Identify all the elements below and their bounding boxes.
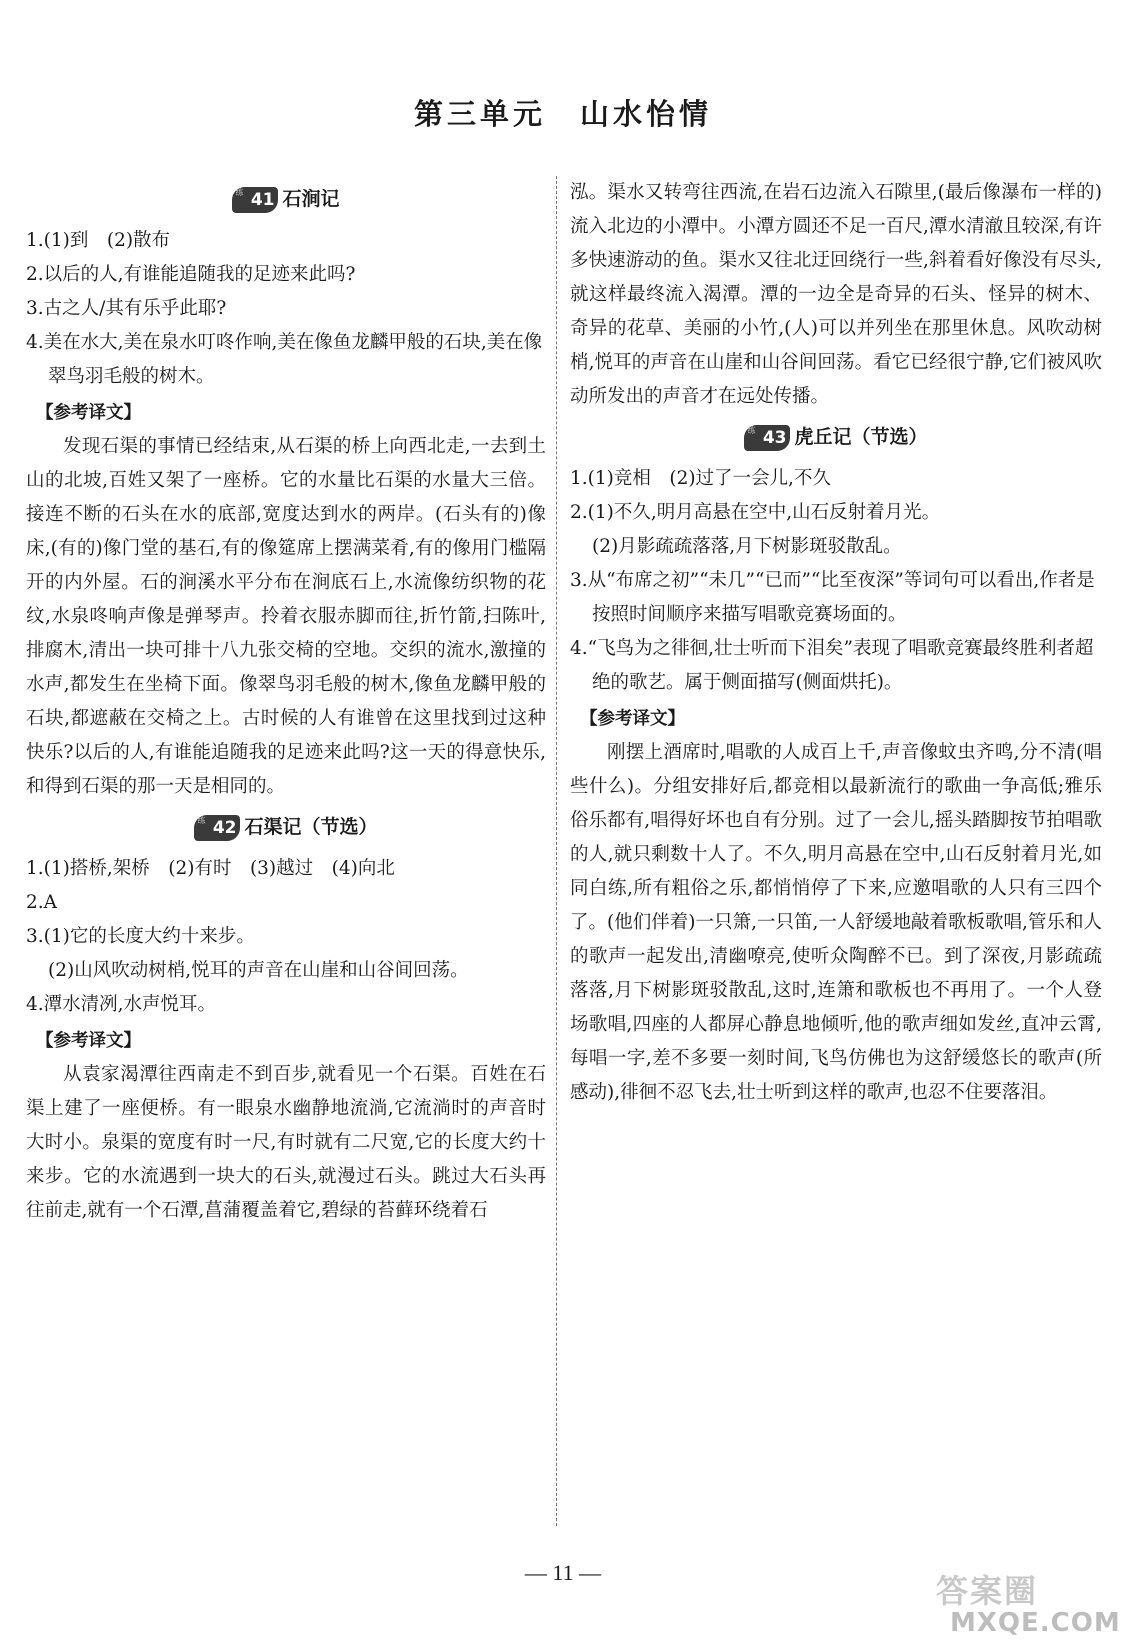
answer-43-2a: 2.(1)不久,明月高悬在空中,山石反射着月光。 [570, 502, 941, 523]
unit-title [0, 92, 1126, 133]
answer-43-2b: (2)月影疏疏落落,月下树影斑驳散乱。 [592, 536, 902, 557]
left-column [26, 176, 546, 1228]
answer-41-2: 2.以后的人,有谁能追随我的足迹来此吗? [26, 264, 356, 285]
section-title-41: 石涧记 [282, 188, 340, 210]
section-title-42: 石渠记（节选） [244, 816, 378, 838]
reference-translation-label-41: 【参考译文】 [36, 403, 141, 423]
section-title-43: 虎丘记（节选） [794, 426, 928, 448]
answer-41-3: 3.古之人/其有乐乎此耶? [26, 298, 227, 319]
answer-43-1: 1.(1)竞相 (2)过了一会儿,不久 [570, 468, 831, 489]
section-header-41 [26, 180, 546, 218]
answer-42-3b: (2)山风吹动树梢,悦耳的声音在山崖和山谷间回荡。 [48, 960, 469, 981]
reference-translation-42-part1: 从袁家渴潭往西南走不到百步,就看见一个石渠。百姓在石渠上建了一座便桥。有一眼泉水幽静地流淌,它流淌时的声音时大时小。泉渠的宽度有时一尺,有时就有二尺宽,它的长度大约十来步。它的水流遇到一块大的石头,就漫过石头。跳过大石头再往前走,就有一个石潭,菖蒲覆盖着它,碧绿的苔藓环绕着石 [26, 1064, 546, 1221]
answer-43-3: 3.从“布席之初”“未几”“已而”“比至夜深”等词句可以看出,作者是按照时间顺序来描写唱歌竞赛场面的。 [570, 570, 1095, 625]
unit-number: 第三单元 [413, 97, 546, 131]
watermark-title: 答案圈 [936, 1572, 1039, 1610]
column-divider [556, 176, 557, 1526]
section-header-42 [26, 808, 546, 846]
answer-42-3a: 3.(1)它的长度大约十来步。 [26, 926, 255, 947]
page-number: — 11 — [524, 1560, 602, 1585]
answer-42-2: 2.A [26, 892, 58, 913]
answer-41-1: 1.(1)到 (2)散布 [26, 230, 171, 251]
lesson-badge-41: 练 41 [232, 187, 278, 213]
reference-translation-label-42: 【参考译文】 [36, 1031, 141, 1051]
reference-translation-43: 刚摆上酒席时,唱歌的人成百上千,声音像蚊虫齐鸣,分不清(唱些什么)。分组安排好后,都竞相以最新流行的歌曲一争高低;雅乐俗乐都有,唱得好坏也自有分别。过了一会儿,摇头踏脚按节拍唱歌的人,就只剩数十人了。不久,明月高悬在空中,山石反射着月光,如同白练,所有粗俗之乐,都悄悄停了下来,应邀唱歌的人只有三四个了。(他们伴着)一只箫,一只笛,一人舒缓地敲着歌板歌唱,管乐和人的歌声一起发出,清幽嘹亮,使听众陶醉不已。到了深夜,月影疏疏落落,月下树影斑驳散乱,这时,连箫和歌板也不再用了。一个人登场歌唱,四座的人都屏心静息地倾听,他的歌声细如发丝,直冲云霄,每唱一字,差不多要一刻时间,飞鸟仿佛也为这舒缓悠长的歌声(所感动),徘徊不忍飞去,壮士听到这样的歌声,也忍不住要落泪。 [570, 742, 1102, 1103]
answer-42-4: 4.潭水清冽,水声悦耳。 [26, 994, 217, 1015]
answer-42-1: 1.(1)搭桥,架桥 (2)有时 (3)越过 (4)向北 [26, 858, 395, 879]
answer-43-4: 4.“飞鸟为之徘徊,壮士听而下泪矣”表现了唱歌竞赛最终胜利者超绝的歌艺。属于侧面描写(侧面烘托)。 [570, 638, 1094, 693]
reference-translation-42-part2: 泓。渠水又转弯往西流,在岩石边流入石隙里,(最后像瀑布一样的)流入北边的小潭中。小潭方圆还不足一百尺,潭水清澈且较深,有许多快速游动的鱼。渠水又往北迂回绕行一些,斜着看好像没有尽头,就这样最终流入渴潭。潭的一边全是奇异的石头、怪异的树木、奇异的花草、美丽的小竹,(人)可以并列坐在那里休息。风吹动树梢,悦耳的声音在山崖和山谷间回荡。看它已经很宁静,它们被风吹动所发出的声音才在远处传播。 [570, 182, 1102, 407]
watermark-url: MXQE.COM [950, 1608, 1121, 1638]
section-header-43 [570, 418, 1102, 456]
answer-41-4: 4.美在水大,美在泉水叮咚作响,美在像鱼龙麟甲般的石块,美在像翠鸟羽毛般的树木。 [26, 332, 543, 387]
reference-translation-41: 发现石渠的事情已经结束,从石渠的桥上向西北走,一去到土山的北坡,百姓又架了一座桥。它的水量比石渠的水量大三倍。接连不断的石头在水的底部,宽度达到水的两岸。(石头有的)像床,(有的)像门堂的基石,有的像筵席上摆满菜肴,有的像用门槛隔开的内外屋。石的涧溪水平分布在涧底石上,水流像纺织物的花纹,水泉咚响声像是弹琴声。拎着衣服赤脚而往,折竹箭,扫陈叶,排腐木,清出一块可排十八九张交椅的空地。交织的流水,激撞的水声,都发生在坐椅下面。像翠鸟羽毛般的树木,像鱼龙麟甲般的石块,都遮蔽在交椅之上。古时候的人有谁曾在这里找到过这种快乐?以后的人,有谁能追随我的足迹来此吗?这一天的得意快乐,和得到石渠的那一天是相同的。 [26, 436, 546, 797]
reference-translation-label-43: 【参考译文】 [580, 709, 685, 729]
lesson-badge-42: 练 42 [194, 815, 240, 841]
watermark [906, 1566, 1121, 1646]
unit-theme: 山水怡情 [580, 97, 713, 131]
right-column [570, 176, 1102, 1110]
lesson-badge-43: 练 43 [744, 425, 790, 451]
